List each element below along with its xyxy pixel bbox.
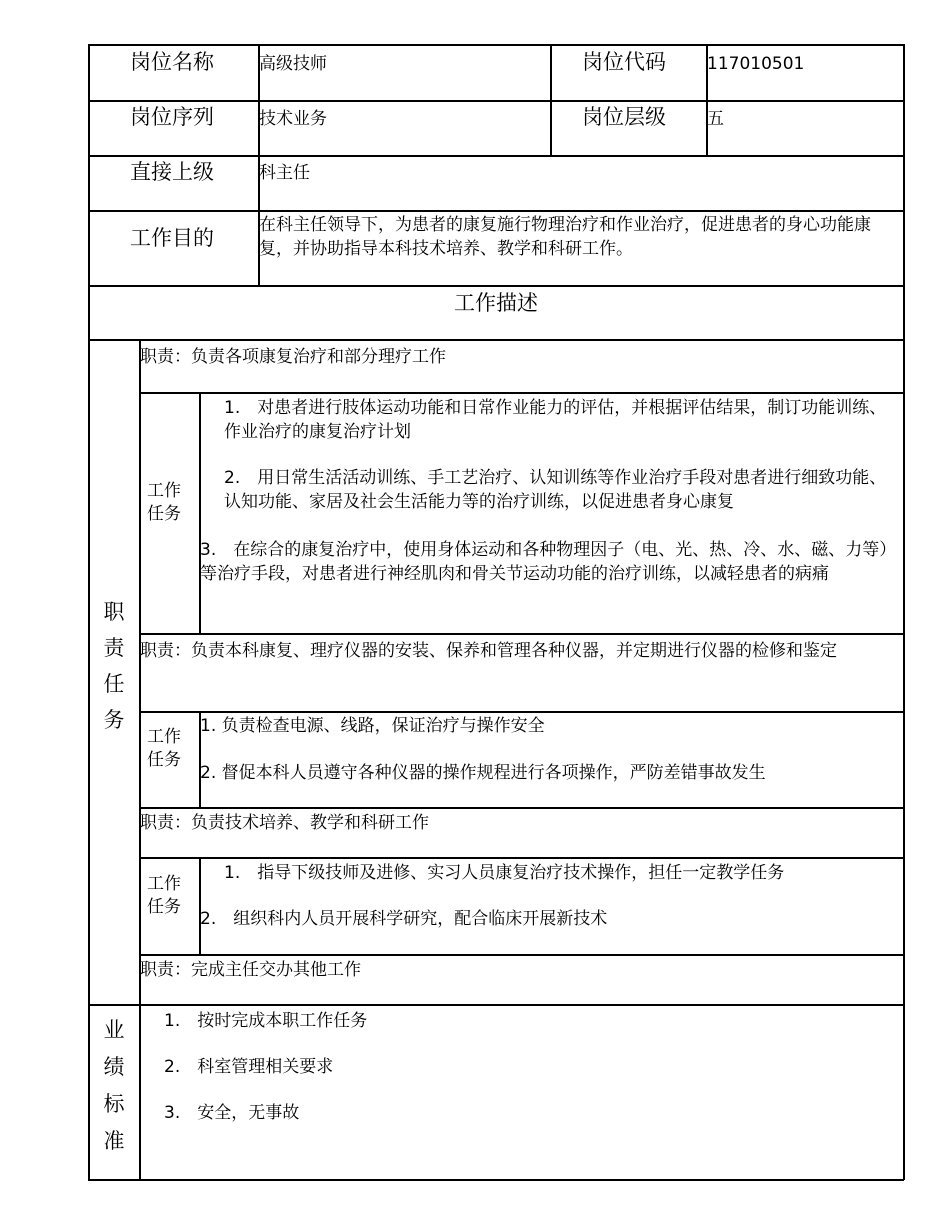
level-value: 五 [707, 109, 724, 129]
task-label: 工作 任务 [147, 727, 181, 770]
rule [199, 392, 201, 634]
task-label: 工作 任务 [147, 481, 181, 524]
rule [88, 339, 904, 341]
duty-title: 职责：完成主任交办其他工作 [140, 960, 361, 980]
rule [88, 155, 904, 157]
rule [550, 44, 552, 156]
superior-value: 科主任 [259, 163, 310, 183]
rule [139, 339, 141, 1180]
task-item: 2. 督促本科人员遵守各种仪器的操作规程进行各项操作，严防差错事故发生 [200, 763, 766, 783]
rule [199, 857, 201, 955]
sequence-value: 技术业务 [259, 109, 327, 129]
rule [88, 1179, 904, 1181]
rule [88, 210, 904, 212]
rule [88, 44, 90, 1180]
level-label: 岗位层级 [582, 105, 666, 129]
performance-item: 1. 按时完成本职工作任务 [164, 1011, 368, 1031]
performance-label: 业 绩 标 准 [103, 1018, 125, 1153]
purpose-value: 在科主任领导下，为患者的康复施行物理治疗和作业治疗，促进患者的身心功能康复，并协助指导本科技术培养、教学和科研工作。 [259, 215, 871, 259]
post-name-label: 岗位名称 [130, 50, 214, 74]
rule [139, 857, 904, 859]
task-item: 1. 对患者进行肢体运动功能和日常作业能力的评估，并根据评估结果，制订功能训练、作业治疗的康复治疗计划 [224, 398, 887, 442]
duty-title: 职责：负责本科康复、理疗仪器的安装、保养和管理各种仪器，并定期进行仪器的检修和鉴定 [140, 641, 837, 661]
post-name-value: 高级技师 [259, 54, 327, 74]
performance-item: 3. 安全，无事故 [164, 1103, 300, 1123]
purpose-label: 工作目的 [130, 226, 214, 250]
task-item: 1. 负责检查电源、线路，保证治疗与操作安全 [200, 716, 545, 736]
task-item: 2. 组织科内人员开展科学研究，配合临床开展新技术 [200, 909, 608, 929]
rule [903, 44, 905, 1180]
post-code-value: 117010501 [707, 54, 805, 74]
duties-label: 职 责 任 务 [103, 600, 125, 732]
rule [139, 954, 904, 956]
description-title: 工作描述 [454, 291, 538, 315]
sequence-label: 岗位序列 [130, 105, 214, 129]
rule [139, 711, 904, 713]
duty-title: 职责：负责技术培养、教学和科研工作 [140, 813, 429, 833]
task-item: 2. 用日常生活活动训练、手工艺治疗、认知训练等作业治疗手段对患者进行细致功能、认知功能、家居及社会生活能力等的治疗训练，以促进患者身心康复 [224, 468, 887, 512]
rule [139, 807, 904, 809]
post-code-label: 岗位代码 [582, 50, 666, 74]
rule [88, 100, 904, 102]
performance-item: 2. 科室管理相关要求 [164, 1057, 334, 1077]
rule [139, 392, 904, 394]
task-label: 工作 任务 [147, 874, 181, 917]
rule [139, 633, 904, 635]
rule [88, 44, 904, 46]
task-item: 1. 指导下级技师及进修、实习人员康复治疗技术操作，担任一定教学任务 [224, 863, 785, 883]
task-item: 3. 在综合的康复治疗中，使用身体运动和各种物理因子（电、光、热、冷、水、磁、力等）等治疗手段，对患者进行神经肌肉和骨关节运动功能的治疗训练，以减轻患者的病痛 [200, 540, 888, 584]
duty-title: 职责：负责各项康复治疗和部分理疗工作 [140, 347, 446, 367]
rule [88, 1004, 904, 1006]
rule [88, 285, 904, 287]
superior-label: 直接上级 [130, 160, 214, 184]
